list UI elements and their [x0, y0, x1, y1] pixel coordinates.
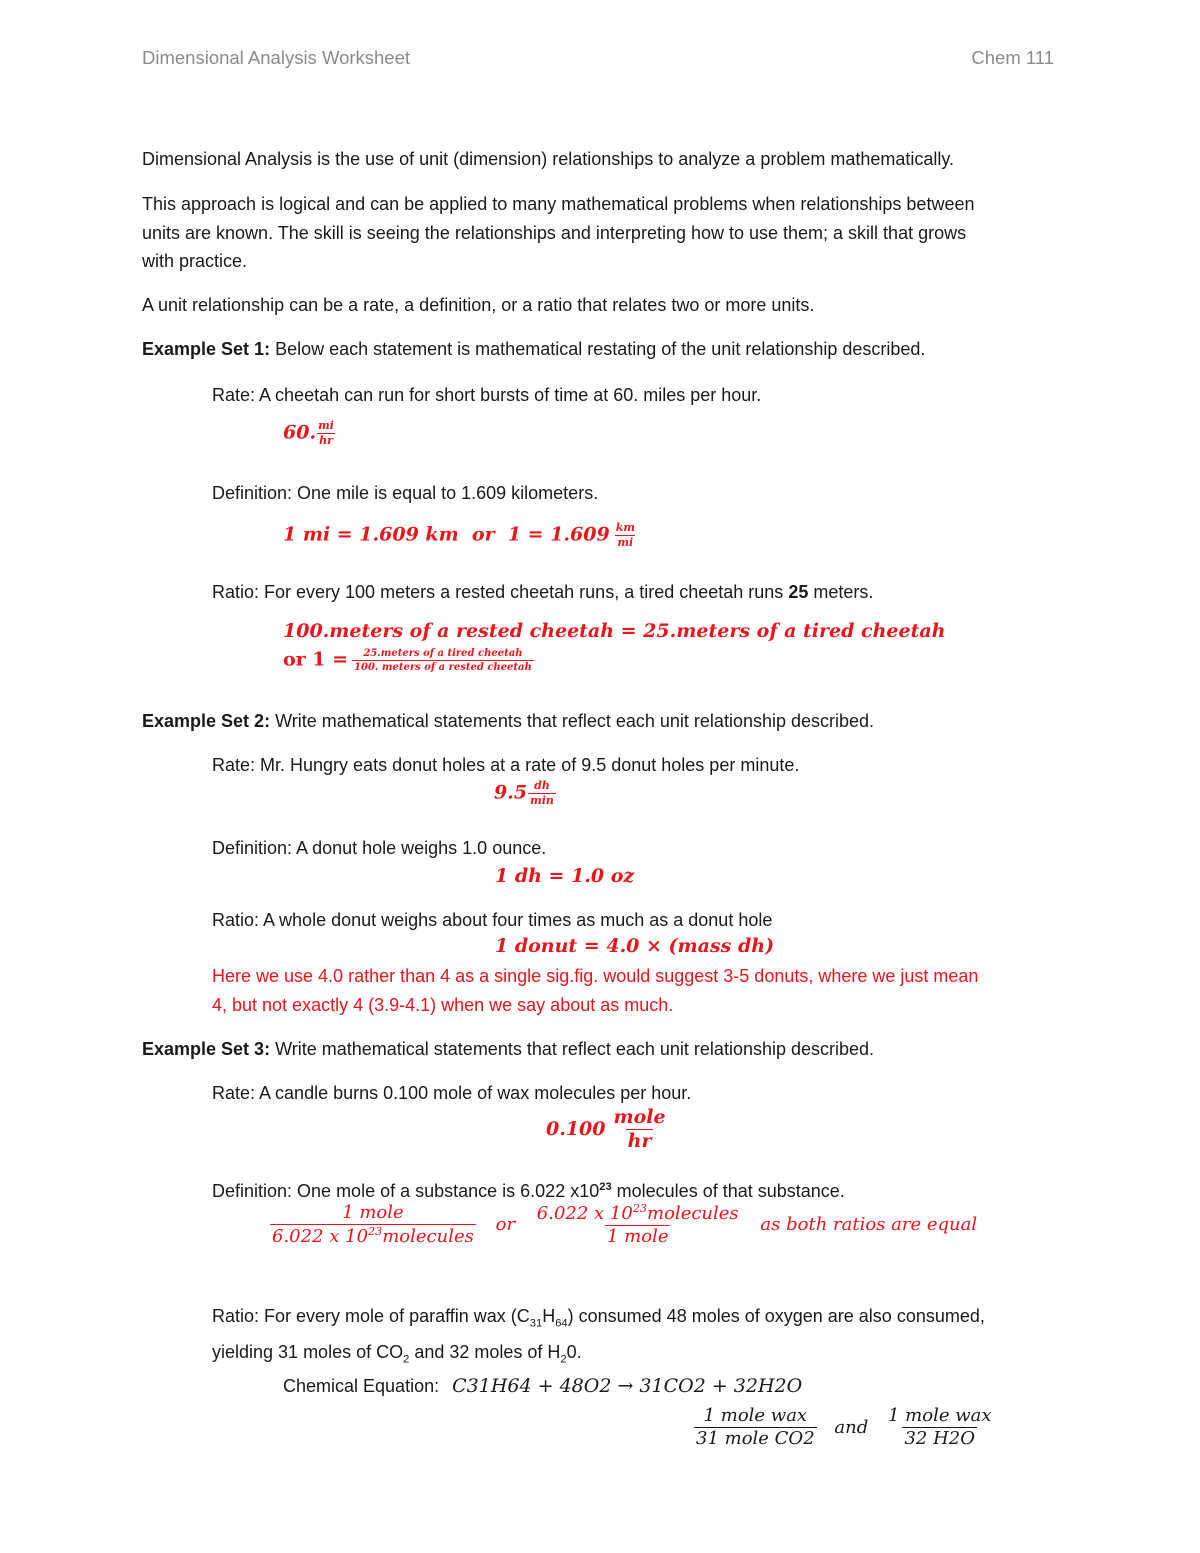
set1-ratio-statement — [212, 578, 1142, 607]
intro-paragraph-2 — [142, 190, 1072, 276]
example-set-1-label: Example Set 1: — [142, 339, 271, 359]
set2-ratio-statement: Ratio: A whole donut weighs about four times as much as a donut hole — [212, 910, 773, 930]
set3-def-prefix: Definition: One mole of a substance is 6.022 x10 — [212, 1181, 600, 1201]
set3-chem-label: Chemical Equation: — [283, 1376, 440, 1396]
set3-frac1-den — [270, 1224, 476, 1248]
set3-rate-math — [546, 1107, 672, 1153]
set3-ratio-l2-a: yielding 31 moles of CO — [212, 1342, 404, 1363]
set1-ratio-num: 25.meters of a tired cheetah — [363, 648, 523, 659]
example-set-3-desc: Write mathematical statements that reflect each unit relationship described. — [275, 1039, 875, 1059]
set3-rate-value: 0.100 — [546, 1117, 606, 1140]
set3-or: or — [495, 1214, 516, 1236]
set1-ratio-equation: 100.meters of a rested cheetah = 25.meters of a tired cheetah — [283, 620, 946, 642]
set1-def-num: km — [615, 521, 635, 534]
set3-ratio-l2-c: 0. — [566, 1342, 582, 1363]
set3-cf2-num: 1 mole wax — [887, 1405, 992, 1426]
set3-definition-statement — [212, 1173, 1142, 1206]
example-set-3-label: Example Set 3: — [142, 1039, 271, 1059]
set2-note-line1: Here we use 4.0 rather than 4 as a single sig.fig. would suggest 3-5 donuts, where we just mean — [212, 966, 979, 986]
header-title: Dimensional Analysis Worksheet — [142, 47, 411, 68]
set3-chem-eq: C31H64 + 48O2 → 31CO2 + 32H2O — [452, 1375, 803, 1397]
set1-definition-statement: Definition: One mile is equal to 1.609 kilometers. — [212, 483, 599, 503]
intro-paragraph-1: Dimensional Analysis is the use of unit (dimension) relationships to analyze a problem mathematically. — [142, 149, 955, 169]
set3-def-suffix: molecules of that substance. — [611, 1181, 845, 1201]
set1-ratio-den: 100. meters of a rested cheetah — [354, 661, 532, 673]
set3-ratio-l1-c: 31 — [529, 1317, 543, 1330]
header-course: Chem 111 — [971, 47, 1054, 68]
set3-rate-num: mole — [613, 1106, 666, 1128]
set2-rate-statement: Rate: Mr. Hungry eats donut holes at a rate of 9.5 donut holes per minute. — [212, 755, 800, 775]
example-set-2-heading — [142, 707, 1072, 736]
set1-ratio-or: or 1 = — [283, 648, 349, 671]
set3-ratio-line2: yielding 31 moles of $CO_2$ and 32 moles of $H_20$. — [212, 1342, 582, 1366]
set3-chemical-equation — [283, 1372, 883, 1401]
set1-rate-den: hr — [319, 433, 333, 447]
set2-sigfig-note — [212, 962, 1072, 1019]
set1-ratio-prefix: Ratio: For every 100 meters a rested cheetah runs, a tired cheetah runs — [212, 582, 789, 602]
set3-cf2-den: 32 H2O — [904, 1427, 975, 1449]
intro-p2-line2: units are known. The skill is seeing the relationships and interpreting how to use them; a skill that grows — [142, 222, 967, 243]
set1-rate-statement: Rate: A cheetah can run for short bursts of time at 60. miles per hour. — [212, 385, 762, 405]
set3-and: and — [834, 1416, 869, 1438]
set3-ratio-l1-h: H — [542, 1306, 556, 1326]
set3-ratio-l1-hn: 64 — [555, 1317, 568, 1330]
set3-frac1-den-exp: 23 — [368, 1224, 383, 1238]
set2-rate-num: dh — [534, 779, 550, 792]
set2-ratio-math: 1 donut = 4.0 × (mass dh) — [495, 935, 775, 957]
set3-both-equal: as both ratios are equal — [760, 1214, 978, 1236]
intro-paragraph-3: A unit relationship can be a rate, a definition, or a ratio that relates two or more units. — [142, 295, 815, 315]
set1-rate-num: mi — [318, 419, 334, 432]
set2-rate-value: 9.5 — [494, 781, 528, 804]
set3-rate-statement: Rate: A candle burns 0.100 mole of wax molecules per hour. — [212, 1083, 692, 1103]
set3-ratio-statement — [212, 1302, 1142, 1374]
example-set-1-heading — [142, 335, 1072, 364]
set3-cf1-num: 1 mole wax — [703, 1405, 808, 1426]
set1-ratio-fraction — [283, 648, 538, 673]
set3-frac2-num-coef: 6.022 x 10 — [536, 1203, 633, 1224]
set3-frac1-den-coef: 6.022 x 10 — [272, 1225, 369, 1247]
set3-frac2-num — [535, 1203, 741, 1225]
set3-ratio-l2-sub: 2 — [403, 1353, 410, 1366]
set3-conversion-factors — [690, 1406, 997, 1449]
intro-p2-line3: with practice. — [142, 251, 248, 271]
set3-frac2-den: 1 mole — [606, 1225, 669, 1247]
set3-frac1-num: 1 mole — [342, 1202, 404, 1223]
intro-p2-line1: This approach is logical and can be applied to many mathematical problems when relationships between — [142, 194, 975, 214]
example-set-2-desc: Write mathematical statements that reflect each unit relationship described. — [275, 711, 875, 731]
set1-def-den: mi — [617, 535, 634, 549]
set3-ratio-l2-b: and 32 moles of H — [409, 1342, 561, 1363]
set2-definition-math: 1 dh = 1.0 oz — [495, 865, 635, 887]
set1-def-eq: 1 mi = 1.609 km or 1 = 1.609 — [283, 523, 610, 546]
set3-definition-math — [270, 1203, 977, 1247]
set3-cf1-den: 31 mole CO2 — [696, 1427, 815, 1449]
set2-note-line2: 4, but not exactly 4 (3.9-4.1) when we say about as much. — [212, 994, 674, 1015]
set1-ratio-value: 25 — [788, 582, 809, 602]
set1-ratio-suffix: meters. — [808, 582, 874, 602]
set1-rate-value: 60. — [283, 421, 317, 444]
set2-definition-statement: Definition: A donut hole weighs 1.0 ounce. — [212, 838, 547, 858]
set3-frac2-num-exp: 23 — [632, 1202, 648, 1215]
set3-frac1-den-unit: molecules — [382, 1225, 474, 1247]
set3-rate-den: hr — [627, 1129, 652, 1152]
set3-ratio-line1 — [212, 1302, 1142, 1338]
example-set-1-desc: Below each statement is mathematical restating of the unit relationship described. — [275, 339, 926, 359]
set1-rate-math — [283, 420, 340, 447]
set3-ratio-l1-b: ) consumed 48 moles of oxygen are also consumed, — [567, 1306, 985, 1326]
set3-def-exp: 23 — [599, 1181, 612, 1193]
set3-ratio-l1-a: Ratio: For every mole of paraffin wax (C — [212, 1306, 530, 1326]
example-set-2-label: Example Set 2: — [142, 711, 271, 731]
set2-rate-math — [494, 780, 560, 807]
example-set-3-heading — [142, 1035, 1072, 1064]
set2-rate-den: min — [530, 793, 554, 807]
set1-definition-math — [283, 522, 641, 549]
set3-frac2-num-unit: molecules — [647, 1203, 739, 1224]
